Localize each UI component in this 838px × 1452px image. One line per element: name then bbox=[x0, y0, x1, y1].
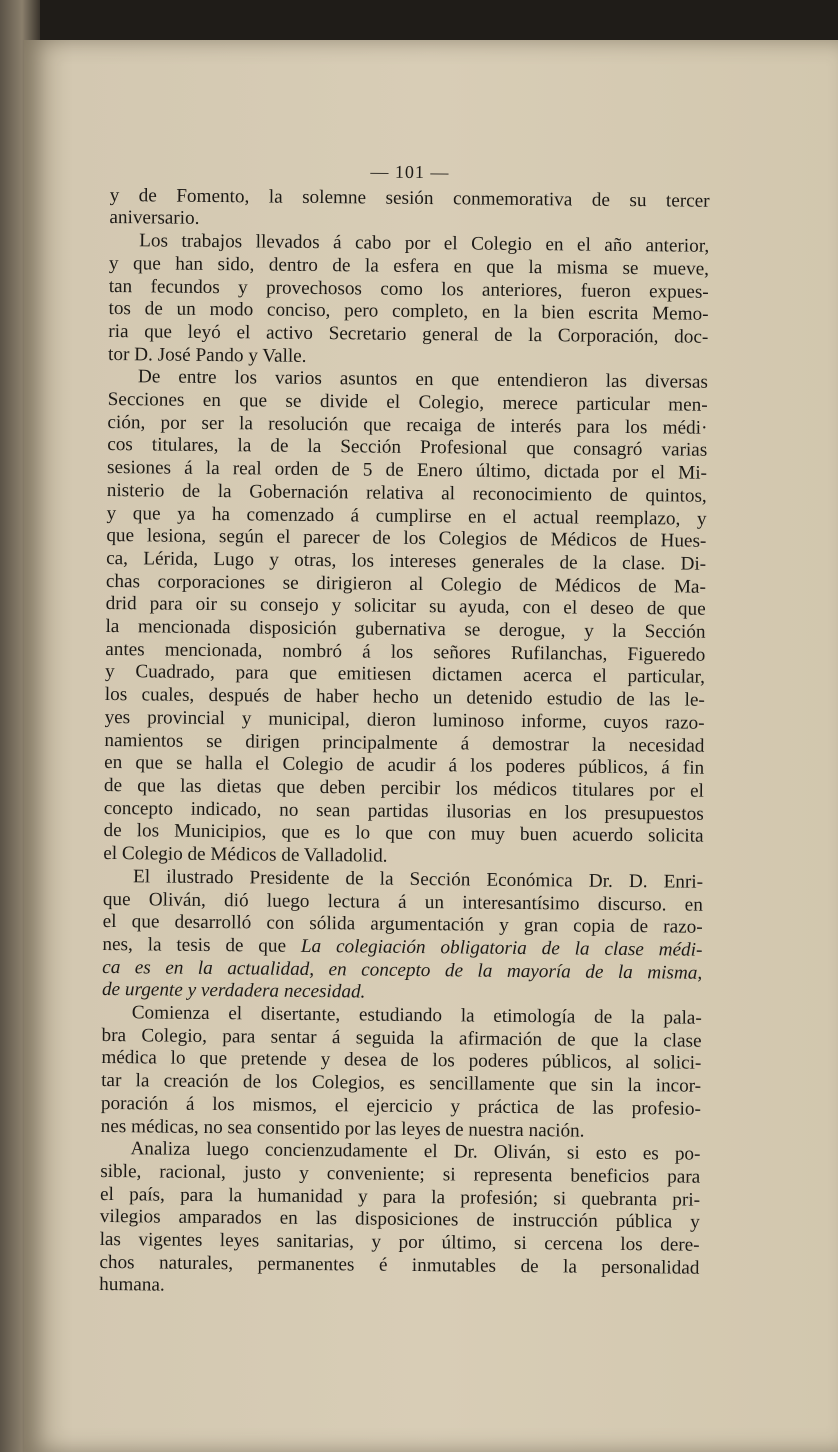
text-line: nes médicas, no sea consentido por las leyes de nuestra nación. bbox=[100, 1115, 585, 1142]
text-line: que Oliván, dió luego lectura á un interesantísimo discurso. en bbox=[102, 888, 703, 916]
text-line: antes mencionada, nombró á los señores Rufilanchas, Figueredo bbox=[105, 638, 706, 666]
text-line: ción, por ser la resolución que recaiga de interés para los médi· bbox=[107, 411, 708, 439]
text-line: chos naturales, permanentes é inmutables de la personalidad bbox=[99, 1251, 700, 1279]
italic-thesis-line: de urgente y verdadera necesidad. bbox=[101, 979, 366, 1003]
text-line-segment: nes, la tesis de que bbox=[102, 933, 302, 957]
text-line: chas corporaciones se dirigieron al Colegio de Médicos de Ma- bbox=[105, 570, 707, 598]
text-line: cos titulares, la de la Sección Profesional que consagró varias bbox=[107, 434, 708, 462]
text-line: nisterio de la Gobernación relativa al reconocimiento de quintos, bbox=[106, 479, 707, 507]
text-line: de que las dietas que deben percibir los médicos titulares por el bbox=[103, 774, 705, 802]
italic-thesis-segment: La colegiación obligatoria de la clase médi- bbox=[300, 935, 703, 961]
text-line: de los Municipios, que es lo que con muy buen acuerdo solicita bbox=[103, 820, 704, 848]
text-line: Secciones en que se divide el Colegio, merece particular men- bbox=[107, 389, 708, 416]
paragraph bbox=[102, 866, 703, 1008]
text-line: Los trabajos llevados á cabo por el Colegio en el año anterior, bbox=[139, 230, 710, 257]
text-line: y que han sido, dentro de la esfera en que la misma se mueve, bbox=[108, 252, 710, 280]
text-line: el Colegio de Médicos de Valladolid. bbox=[103, 843, 388, 867]
text-line: aniversario. bbox=[109, 207, 200, 230]
italic-thesis-line: ca es en la actualidad, en concepto de la mayoría de la misma, bbox=[102, 956, 703, 984]
paragraph bbox=[99, 1138, 700, 1303]
text-line: poración á los mismos, el ejercicio y práctica de las profesio- bbox=[100, 1092, 701, 1120]
text-line: De entre los varios asuntos en que entendieron las diversas bbox=[137, 366, 708, 394]
text-line: yes provincial y municipal, dieron luminoso informe, cuyos razo- bbox=[104, 706, 705, 734]
text-line: y Cuadrado, para que emitiesen dictamen acerca el particular, bbox=[104, 661, 706, 689]
text-line: sesiones á la real orden de 5 de Enero último, dictada por el Mi- bbox=[106, 457, 708, 484]
text-line: y que ya ha comenzado á cumplirse en el actual reemplazo, y bbox=[106, 502, 707, 530]
text-line: las vigentes leyes sanitarias, y por último, si cercena los dere- bbox=[99, 1228, 700, 1256]
paragraph bbox=[103, 366, 708, 871]
text-line: drid para oir su consejo y solicitar su ayuda, con el deseo de que bbox=[105, 593, 706, 621]
page bbox=[24, 40, 838, 1452]
text-line: tor D. José Pando y Valle. bbox=[108, 343, 307, 367]
text-line: y de Fomento, la solemne sesión conmemorativa de su tercer bbox=[109, 184, 710, 212]
text-line: namientos se dirigen principalmente á demostrar la necesidad bbox=[104, 729, 705, 757]
text-line: El ilustrado Presidente de la Sección Económica Dr. D. Enri- bbox=[133, 866, 704, 893]
text-line: Comienza el disertante, estudiando la etimología de la pala- bbox=[131, 1002, 702, 1029]
text-line: tar la creación de los Colegios, es sencillamente que sin la incor- bbox=[101, 1070, 702, 1097]
text-line: concepto indicado, no sean partidas ilusorias en los presupuestos bbox=[103, 797, 704, 825]
paragraph bbox=[108, 230, 709, 372]
text-line: la mencionada disposición gubernativa se derogue, y la Sección bbox=[105, 616, 706, 643]
text-line: ca, Lérida, Lugo y otras, los intereses generales de la clase. Di- bbox=[106, 547, 707, 575]
text-line: en que se halla el Colegio de acudir á los poderes públicos, á fin bbox=[104, 752, 705, 780]
text-line: humana. bbox=[99, 1274, 165, 1297]
text-block bbox=[99, 158, 710, 1303]
text-line: vilegios amparados en las disposiciones de instrucción pública y bbox=[99, 1206, 700, 1234]
page-number-header: — 101 — bbox=[370, 161, 450, 183]
text-line: que lesiona, según el parecer de los Colegios de Médicos de Hues- bbox=[106, 525, 707, 552]
text-line: el que desarrolló con sólida argumentación y gran copia de razo- bbox=[102, 911, 703, 938]
text-line: tos de un modo conciso, pero completo, en la bien escrita Memo- bbox=[108, 298, 709, 325]
text-line: el país, para la humanidad y para la profesión; si quebranta pri- bbox=[99, 1183, 701, 1211]
text-line: ria que leyó el activo Secretario general de la Corporación, doc- bbox=[108, 320, 709, 348]
text-line: médica lo que pretende y desea de los poderes públicos, al solici- bbox=[101, 1047, 702, 1075]
paragraph bbox=[101, 1002, 702, 1144]
text-line: tan fecundos y provechosos como los anteriores, fueron expues- bbox=[108, 275, 709, 303]
paragraph bbox=[109, 185, 709, 236]
text-line: Analiza luego concienzudamente el Dr. Oliván, si esto es po- bbox=[130, 1138, 701, 1165]
text-line: sible, racional, justo y conveniente; si representa beneficios para bbox=[100, 1160, 701, 1188]
text-line: los cuales, después de haber hecho un detenido estudio de las le- bbox=[104, 684, 705, 711]
text-line: bra Colegio, para sentar á seguida la afirmación de que la clase bbox=[101, 1024, 702, 1052]
